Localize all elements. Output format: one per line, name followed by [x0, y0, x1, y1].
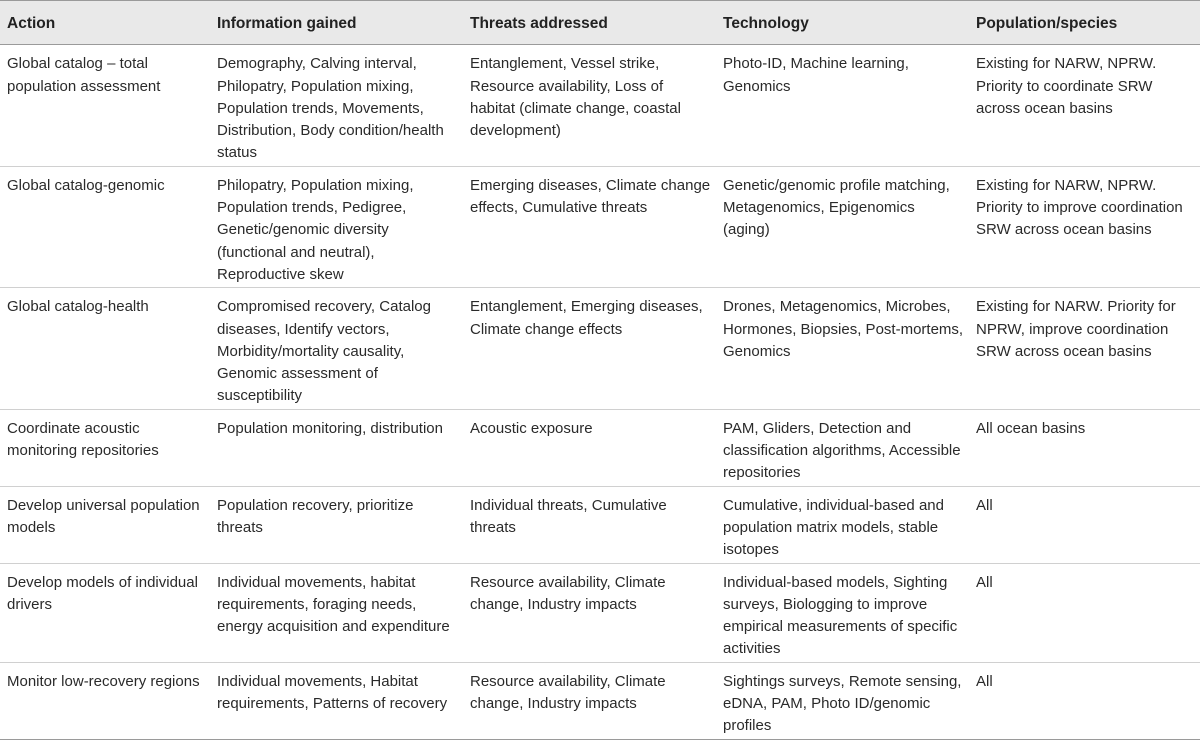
cell-technology: Genetic/genomic profile matching, Metagenomics, Epigenomics (aging) [723, 176, 950, 239]
cell-threats: Resource availability, Climate change, Industry impacts [470, 672, 666, 713]
cell-info: Philopatry, Population mixing, Population trends, Pedigree, Genetic/genomic diversity (functional and neutral), Reproductive skew [217, 176, 414, 283]
header-action: Action [0, 1, 210, 45]
header-threats-addressed: Threats addressed [463, 1, 716, 45]
cell-threats: Individual threats, Cumulative threats [470, 496, 667, 536]
cell-info: Population monitoring, distribution [217, 419, 443, 437]
cell-technology: Individual-based models, Sighting surveys, Biologging to improve empirical measurements of specific activities [723, 573, 958, 658]
cell-threats: Emerging diseases, Climate change effects, Cumulative threats [470, 176, 711, 217]
header-technology: Technology [716, 1, 969, 45]
table-row [0, 486, 1200, 563]
cell-threats: Entanglement, Vessel strike, Resource availability, Loss of habitat (climate change, coastal development) [470, 55, 681, 140]
cell-info: Individual movements, Habitat requirements, Patterns of recovery [217, 672, 448, 713]
cell-population: Existing for NARW, NPRW. Priority to coordinate SRW across ocean basins [976, 55, 1157, 117]
cell-population: Existing for NARW, NPRW. Priority to improve coordination SRW across ocean basins [976, 176, 1183, 239]
cell-population: All [976, 496, 993, 514]
cell-population: All [976, 672, 993, 690]
cell-info: Demography, Calving interval, Philopatry, Population mixing, Population trends, Movements, Distribution, Body condition/health status [217, 55, 444, 162]
cell-action: Coordinate acoustic monitoring repositories [7, 419, 159, 460]
table-row [0, 563, 1200, 662]
cell-technology: Sightings surveys, Remote sensing, eDNA, PAM, Photo ID/genomic profiles [723, 672, 962, 735]
cell-action: Global catalog – total population assessment [7, 55, 161, 95]
cell-threats: Resource availability, Climate change, Industry impacts [470, 573, 666, 613]
table-row [0, 409, 1200, 486]
cell-population: Existing for NARW. Priority for NPRW, improve coordination SRW across ocean basins [976, 298, 1176, 360]
cell-technology: Cumulative, individual-based and population matrix models, stable isotopes [723, 496, 944, 559]
cell-technology: Photo-ID, Machine learning, Genomics [723, 55, 909, 95]
header-information-gained: Information gained [210, 1, 463, 45]
cell-technology: Drones, Metagenomics, Microbes, Hormones, Biopsies, Post-mortems, Genomics [723, 298, 964, 360]
cell-threats: Acoustic exposure [470, 419, 593, 437]
table-row [0, 662, 1200, 739]
cell-action: Develop models of individual drivers [7, 573, 198, 613]
cell-info: Individual movements, habitat requirements, foraging needs, energy acquisition and expenditure [217, 573, 450, 636]
header-population-species: Population/species [969, 1, 1200, 45]
cell-info: Compromised recovery, Catalog diseases, Identify vectors, Morbidity/mortality causality, Genomic assessment of susceptibility [217, 298, 431, 405]
cell-population: All [976, 573, 993, 591]
table-row [0, 288, 1200, 409]
header-row [0, 1, 1200, 45]
cell-action: Monitor low-recovery regions [7, 672, 200, 690]
cell-action: Global catalog-genomic [7, 176, 165, 194]
cell-info: Population recovery, prioritize threats [217, 496, 414, 536]
cell-population: All ocean basins [976, 419, 1086, 437]
cell-technology: PAM, Gliders, Detection and classification algorithms, Accessible repositories [723, 419, 961, 482]
table-row [0, 45, 1200, 166]
cell-threats: Entanglement, Emerging diseases, Climate change effects [470, 298, 703, 338]
table-header [0, 1, 1200, 45]
table-row [0, 166, 1200, 287]
cell-action: Global catalog-health [7, 298, 149, 316]
cell-action: Develop universal population models [7, 496, 200, 536]
table-body [0, 45, 1200, 739]
